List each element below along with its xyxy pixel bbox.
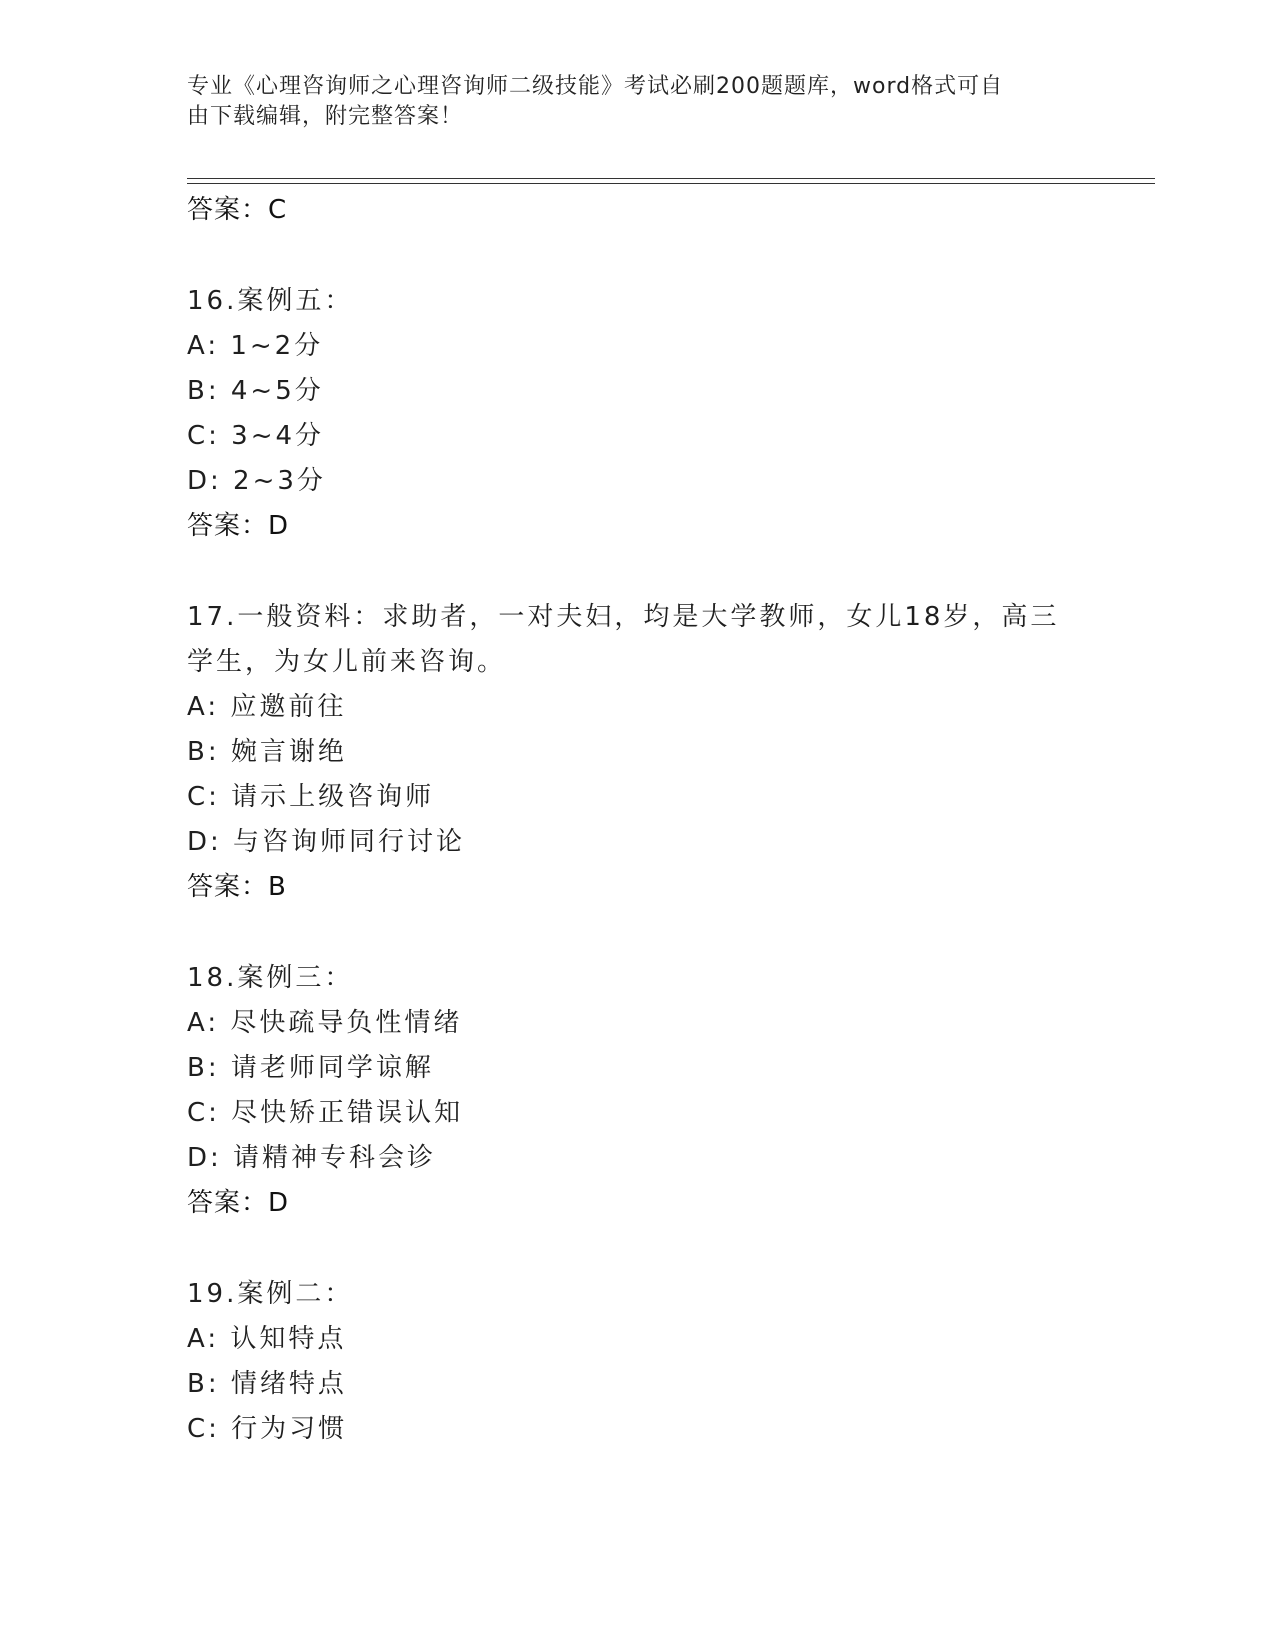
option-d: D: 请精神专科会诊: [187, 1143, 437, 1173]
spacer: [187, 1226, 1087, 1272]
option-d: D: 2~3分: [187, 466, 326, 496]
option-a: A: 认知特点: [187, 1324, 347, 1354]
question-stem: 19.案例二：: [187, 1279, 354, 1309]
header-line-2: 由下载编辑，附完整答案！: [187, 104, 464, 129]
spacer: [187, 910, 1087, 956]
question-stem-line-2: 学生，为女儿前来咨询。: [187, 647, 507, 677]
question-stem: 18.案例三：: [187, 963, 354, 993]
answer-line: 答案：D: [187, 511, 290, 541]
option-c: C: 尽快矫正错误认知: [187, 1098, 464, 1128]
spacer: [187, 233, 1087, 279]
option-a: A: 1~2分: [187, 331, 324, 361]
previous-answer: 答案：C: [187, 195, 288, 225]
question-16: [187, 279, 1087, 549]
question-list: [187, 188, 1087, 1452]
header-divider: [187, 178, 1155, 184]
option-b: B: 4~5分: [187, 376, 324, 406]
document-header: [187, 72, 1067, 132]
option-b: B: 情绪特点: [187, 1369, 347, 1399]
option-c: C: 3~4分: [187, 421, 325, 451]
option-b: B: 婉言谢绝: [187, 737, 347, 767]
spacer: [187, 549, 1087, 595]
option-c: C: 行为习惯: [187, 1414, 348, 1444]
question-stem: 16.案例五：: [187, 286, 354, 316]
option-a: A: 尽快疏导负性情绪: [187, 1008, 463, 1038]
question-18: [187, 956, 1087, 1226]
option-b: B: 请老师同学谅解: [187, 1053, 434, 1083]
option-d: D: 与咨询师同行讨论: [187, 827, 466, 857]
question-19: [187, 1272, 1087, 1452]
question-stem-line-1: 17.一般资料：求助者，一对夫妇，均是大学教师，女儿18岁，高三: [187, 602, 1060, 632]
header-line-1: 专业《心理咨询师之心理咨询师二级技能》考试必刷200题题库，word格式可自: [187, 74, 1004, 99]
answer-line: 答案：D: [187, 1188, 290, 1218]
question-17: [187, 595, 1087, 910]
option-a: A: 应邀前往: [187, 692, 347, 722]
option-c: C: 请示上级咨询师: [187, 782, 435, 812]
answer-line: 答案：B: [187, 872, 287, 902]
